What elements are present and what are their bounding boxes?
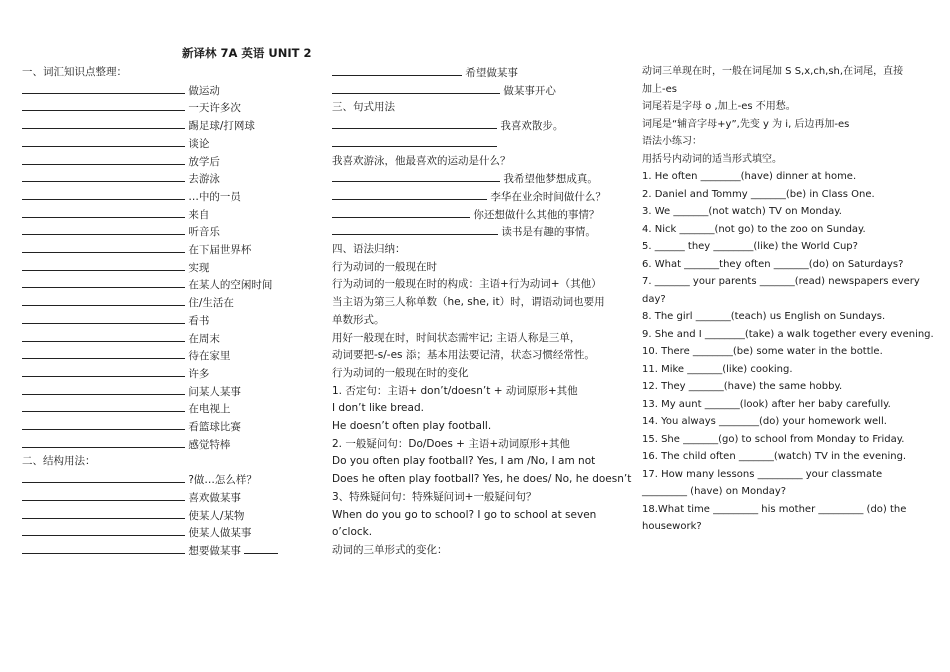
sentence-line [332,348,595,362]
line-text: 做运动 [188,84,220,97]
fill-in-blank [22,401,185,412]
fill-in-blank [22,83,185,94]
fill-in-blank [22,348,185,359]
exercise-line: 加上-es [642,83,677,95]
fill-in-blank [332,65,462,76]
sentence-line [332,189,606,204]
fill-in-blank [22,490,185,501]
fill-in-blank [22,224,185,235]
vocab-item [22,295,234,310]
vocab-item [22,189,241,204]
exercise-line: _________ (have) on Monday? [642,486,787,497]
sentence-line [332,508,596,522]
sentence-line [332,331,580,345]
fill-in-blank [332,189,487,200]
line-text: 动词的三单形式的变化： [332,543,448,556]
exercise-line: 11. Mike _______(like) cooking. [642,363,793,375]
vocab-item [22,366,209,381]
fill-in-blank [22,313,185,324]
vocab-item [22,331,220,346]
fill-in-blank [22,419,185,430]
line-text: 问某人某事 [188,385,241,398]
exercise-line: 14. You always ________(do) your homework well. [642,416,887,427]
line-text: 喜欢做某事 [188,491,241,504]
exercise-line: 7. _______ your parents _______(read) newspapers every [642,276,920,287]
sentence-line [332,384,578,398]
fill-in-blank [22,331,185,342]
line-text: 听音乐 [188,226,220,239]
exercise-line: 动词三单现在时，一般在词尾加 S S,x,ch,sh,在词尾，直接 [642,66,904,77]
vocab-item [22,348,230,363]
line-text: 住/生活在 [188,297,234,310]
sentence-line [332,313,385,327]
line-text: 我喜欢散步。 [500,120,564,133]
line-text: 在某人的空闲时间 [188,279,273,292]
fill-in-blank [22,154,185,165]
vocab-item [22,384,241,399]
vocab-item [22,100,241,115]
exercise-line: day? [642,293,666,305]
line-text: 待在家里 [188,350,231,363]
vocab-item [22,83,220,98]
exercise-line: 8. The girl _______(teach) us English on Sundays. [642,311,886,322]
line-text: 行为动词的一般现在时的变化 [332,366,469,379]
structure-item [22,472,257,487]
fill-in-blank [22,366,185,377]
exercise-line: 12. They _______(have) the same hobby. [642,381,843,392]
exercise-line: 10. There ________(be) some water in the bottle. [642,346,883,357]
line-text: ?做…怎么样？ [188,474,257,487]
exercise-line: 9. She and I ________(take) a walk together every evening. [642,328,934,340]
line-text: 看书 [188,314,210,327]
fill-in-blank [22,543,185,554]
fill-in-blank [22,242,185,253]
line-text: When do you go to school? I go to school at seven [332,508,597,521]
sentence-line [332,83,556,98]
fill-in-blank [22,189,185,200]
section-heading-structure: 二、结构用法： [22,455,96,468]
exercise-line: 6. What _______they often _______(do) on Saturdays? [642,258,904,270]
exercise-line: 词尾是“辅音字母+y”,先变 y 为 i, 后边再加-es [642,118,850,130]
sentence-line [332,224,596,239]
fill-in-blank [332,171,500,182]
line-text: 当主语为第三人称单数（he, she, it）时，谓语动词也要用 [332,296,605,309]
line-text: 感觉特棒 [188,438,231,451]
vocab-item [22,171,220,186]
line-text: 想要做某事 [188,544,241,557]
vocab-item [22,224,220,239]
fill-in-blank [22,437,185,448]
line-text: 李华在业余时间做什么？ [490,190,606,203]
line-text: 在下届世界杯 [188,244,252,256]
vocab-item [22,242,251,257]
line-text: 希望做某事 [465,67,518,79]
sentence-line [332,260,437,274]
sentence-line [332,242,406,256]
line-text: 我希望他梦想成真。 [503,173,598,186]
line-text: 行为动词的一般现在时 [332,260,437,273]
line-text: o’clock. [332,526,373,539]
fill-in-blank [22,295,185,306]
line-text: 1. 否定句：主语+ don’t/doesn’t + 动词原形+其他 [332,384,578,397]
line-text: 踢足球/打网球 [188,120,255,133]
exercise-line: 2. Daniel and Tommy _______(be) in Class One. [642,188,875,200]
line-text: 使某人/某物 [188,509,245,522]
line-text: 谈论 [188,137,210,150]
exercise-line: 4. Nick _______(not go) to the zoo on Sunday. [642,223,866,235]
structure-item [22,543,278,558]
line-text: 看篮球比赛 [188,421,241,433]
fill-in-blank [22,260,185,271]
line-text: 读书是有趣的事情。 [501,226,596,239]
exercise-line: 词尾若是字母 o ,加上-es 不用愁。 [642,101,796,112]
sentence-line [332,171,598,186]
vocab-item [22,419,241,434]
sentence-line [332,419,491,433]
line-text: I don’t like bread. [332,402,424,415]
sentence-line [332,454,595,468]
line-text: Do you often play football? Yes, I am /No, I am not [332,455,596,468]
vocab-item [22,313,209,328]
line-text: Does he often play football? Yes, he does/ No, he doesn’t [332,473,632,486]
fill-in-blank [332,224,498,235]
line-text: 实现 [188,261,210,274]
fill-in-blank [332,83,500,94]
line-text: 三、句式用法 [332,101,395,114]
exercise-line: 1. He often ________(have) dinner at home. [642,171,857,182]
sentence-line [332,118,563,133]
fill-in-blank [244,543,278,554]
line-text: 你还想做什么其他的事情？ [473,208,600,221]
line-text: 3、特殊疑问句：特殊疑问词+一般疑问句？ [332,490,537,503]
fill-in-blank [22,171,185,182]
section-heading-vocabulary: 一、词汇知识点整理： [22,66,127,78]
fill-in-blank [22,508,185,519]
sentence-line [332,543,448,557]
line-text: 动词要把-s/-es 添；基本用法要记清，状态习惯经常性。 [332,349,595,362]
structure-item [22,525,251,540]
fill-in-blank [22,277,185,288]
line-text: 去游泳 [188,173,220,186]
vocab-item [22,136,209,151]
line-text: 四、语法归纳： [332,243,406,255]
sentence-line [332,366,469,380]
sentence-line [332,401,424,415]
line-text: He doesn’t often play football. [332,420,492,432]
fill-in-blank [332,118,497,129]
exercise-line: 16. The child often _______(watch) TV in the evening. [642,451,907,462]
vocab-item [22,437,230,452]
fill-in-blank [332,136,497,147]
line-text: 在周末 [188,332,220,345]
line-text: 一天许多次 [188,102,241,115]
line-text: 来自 [188,208,210,221]
structure-item [22,508,244,523]
structure-item [22,490,241,505]
exercise-line: 5. ______ they ________(like) the World Cup? [642,241,858,252]
sentence-line [332,65,518,80]
page-title: 新译林 7A 英语 UNIT 2 [182,46,312,60]
vocab-item [22,207,209,222]
line-text: 使某人做某事 [188,527,252,540]
exercise-line: 15. She _______(go) to school from Monday to Friday. [642,433,905,445]
sentence-line [332,525,372,539]
sentence-line [332,295,605,309]
sentence-line [332,490,536,504]
fill-in-blank [22,472,185,483]
fill-in-blank [22,136,185,147]
sentence-line [332,277,602,291]
vocab-item [22,118,255,133]
sentence-line [332,207,599,222]
vocab-item [22,154,220,169]
fill-in-blank [22,525,185,536]
exercise-line: 17. How many lessons _________ your classmate [642,468,883,480]
fill-in-blank [332,207,470,218]
line-text: …中的一员 [188,190,241,203]
sentence-line [332,437,570,451]
vocab-item [22,277,272,292]
line-text: 2. 一般疑问句：Do/Does + 主语+动词原形+其他 [332,437,570,450]
sentence-line [332,136,497,151]
line-text: 我喜欢游泳，他最喜欢的运动是什么？ [332,154,511,167]
vocab-item [22,260,209,275]
line-text: 在电视上 [188,403,231,416]
line-text: 放学后 [188,155,220,168]
sentence-line [332,154,511,168]
sentence-line [332,472,631,486]
exercise-line: 用括号内动词的适当形式填空。 [642,153,782,165]
line-text: 许多 [188,367,210,380]
line-text: 用好一般现在时，时间状态需牢记; 主语人称是三单， [332,331,581,344]
exercise-line: housework? [642,521,702,532]
fill-in-blank [22,384,185,395]
exercise-line: 语法小练习： [642,136,702,147]
exercise-line: 3. We _______(not watch) TV on Monday. [642,206,842,217]
vocab-item [22,401,230,416]
line-text: 行为动词的一般现在时的构成：主语+行为动词+（其他） [332,278,602,291]
sentence-line [332,100,395,114]
exercise-line: 18.What time _________ his mother _________ (do) the [642,503,907,515]
fill-in-blank [22,207,185,218]
fill-in-blank [22,100,185,111]
exercise-line: 13. My aunt _______(look) after her baby carefully. [642,398,891,410]
line-text: 做某事开心 [503,84,556,97]
fill-in-blank [22,118,185,129]
line-text: 单数形式。 [332,313,385,326]
